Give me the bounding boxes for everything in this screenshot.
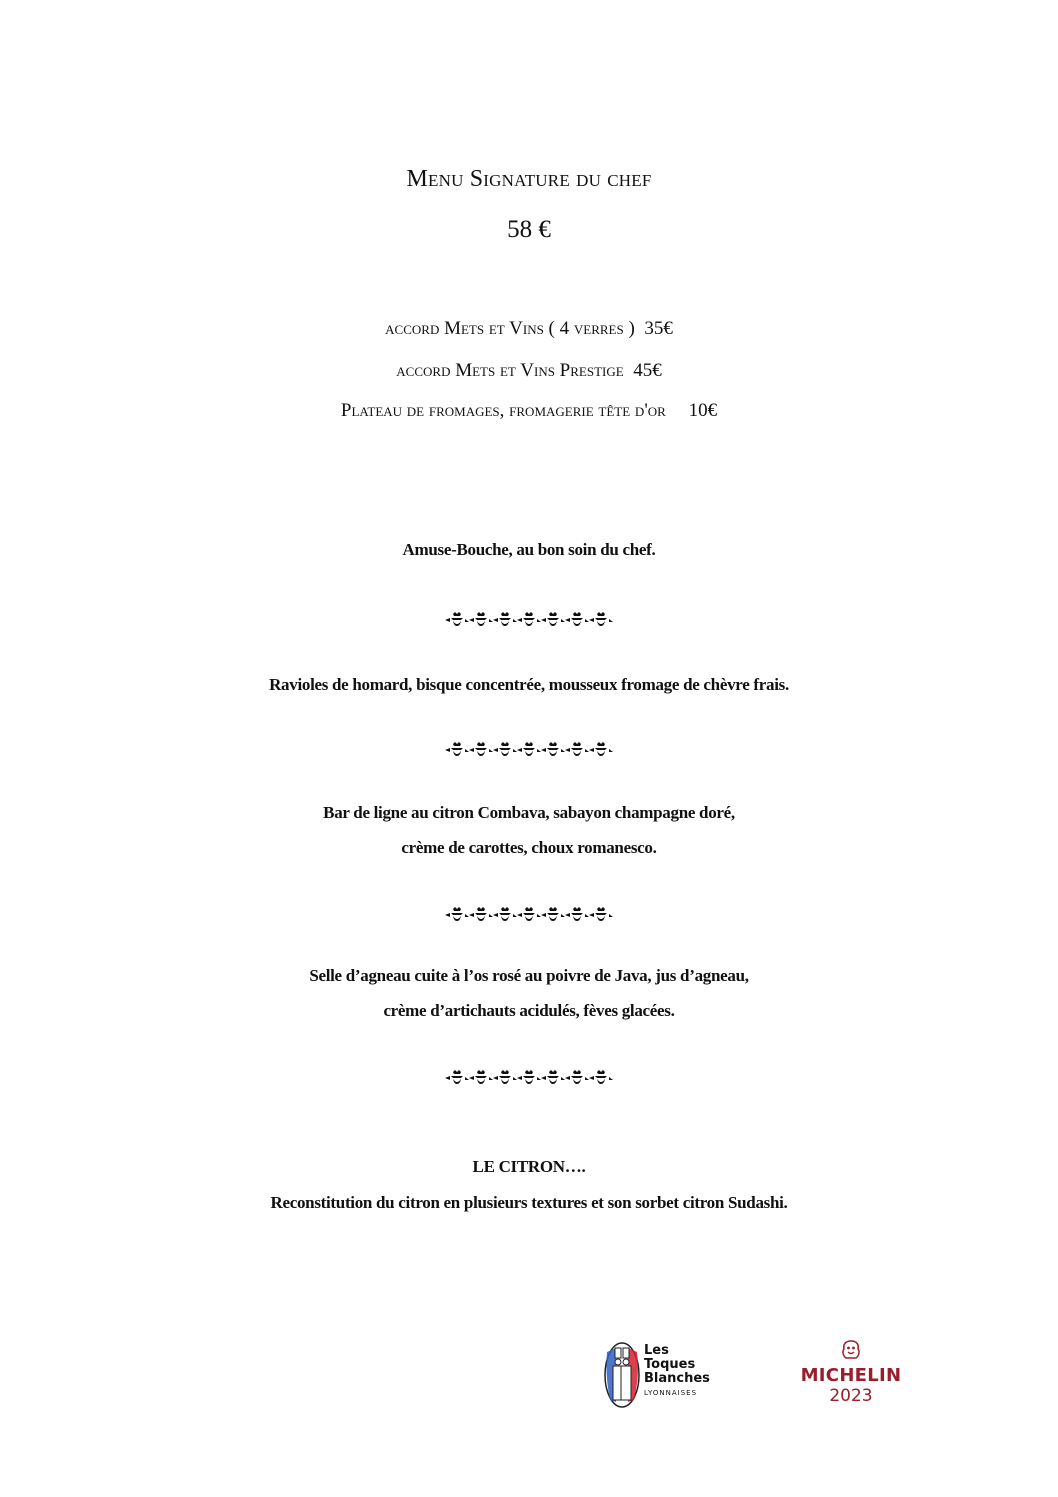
chefs-emblem-icon bbox=[602, 1340, 642, 1410]
option-price: 45€ bbox=[633, 360, 662, 381]
option-label: Plateau de fromages, fromagerie tête d'or bbox=[340, 400, 666, 421]
option-price: 10€ bbox=[688, 400, 718, 421]
course-amuse-bouche: Amuse-Bouche, au bon soin du chef. bbox=[402, 540, 656, 559]
toques-blanches-wordmark: Les Toques Blanches LYONNAISES bbox=[644, 1343, 710, 1397]
course-fish-line2: crème de carottes, choux romanesco. bbox=[401, 838, 657, 857]
course-meat-line2: crème d’artichauts acidulés, fèves glacées. bbox=[383, 1001, 675, 1020]
michelin-year: 2023 bbox=[829, 1386, 873, 1406]
ornament-divider bbox=[0, 740, 1058, 760]
course-dessert-title: LE CITRON…. bbox=[472, 1157, 586, 1176]
cheese-platter-option bbox=[0, 400, 1058, 422]
menu-title: Menu Signature du chef bbox=[406, 166, 652, 192]
toques-blanches-logo bbox=[602, 1338, 722, 1414]
ornament-divider bbox=[0, 905, 1058, 925]
wine-pairing-option bbox=[0, 318, 1058, 340]
option-label: accord Mets et Vins ( 4 verres ) bbox=[385, 318, 635, 339]
fleuron-ornament-icon bbox=[444, 905, 614, 925]
fleuron-ornament-icon bbox=[444, 610, 614, 630]
ornament-divider bbox=[0, 610, 1058, 630]
fleuron-ornament-icon bbox=[444, 740, 614, 760]
michelin-bibendum-icon bbox=[840, 1340, 862, 1360]
michelin-logo bbox=[796, 1340, 906, 1412]
course-dessert-description: Reconstitution du citron en plusieurs textures et son sorbet citron Sudashi. bbox=[270, 1193, 788, 1212]
michelin-wordmark: MICHELIN bbox=[800, 1365, 902, 1386]
course-meat-line1: Selle d’agneau cuite à l’os rosé au poivre de Java, jus d’agneau, bbox=[309, 966, 749, 985]
option-label: accord Mets et Vins Prestige bbox=[396, 360, 624, 381]
wine-pairing-prestige-option bbox=[0, 360, 1058, 382]
course-fish-line1: Bar de ligne au citron Combava, sabayon champagne doré, bbox=[323, 803, 735, 822]
menu-price: 58 € bbox=[507, 216, 551, 243]
option-price: 35€ bbox=[644, 318, 673, 339]
fleuron-ornament-icon bbox=[444, 1068, 614, 1088]
course-starter: Ravioles de homard, bisque concentrée, mousseux fromage de chèvre frais. bbox=[269, 675, 789, 694]
ornament-divider bbox=[0, 1068, 1058, 1088]
